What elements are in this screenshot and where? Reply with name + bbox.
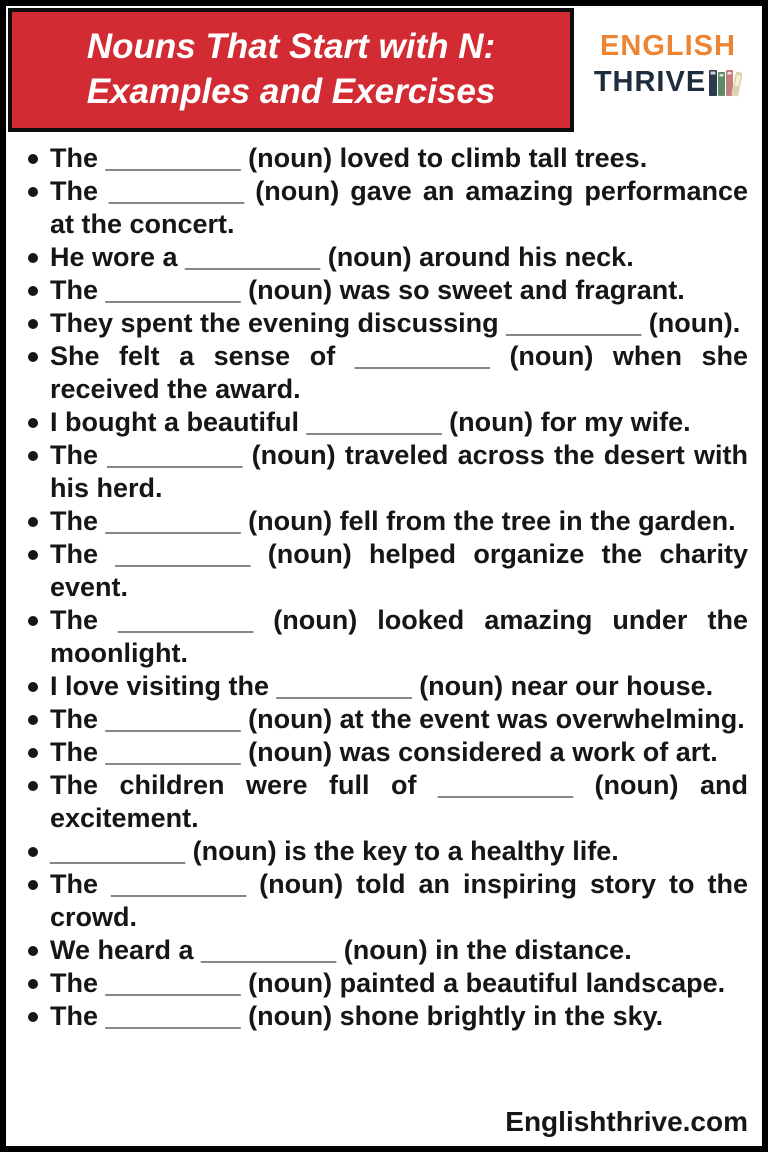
page-title-line1: Nouns That Start with N: [86, 27, 496, 66]
sentence-item [28, 538, 748, 604]
bullet-icon [28, 880, 38, 890]
sentence-item [28, 1000, 748, 1033]
sentence-text: I bought a beautiful _________ (noun) for my wife. [50, 407, 691, 437]
bullet-icon [28, 517, 38, 527]
sentence-text: The _________ (noun) looked amazing under the moonlight. [50, 605, 748, 668]
bullet-icon [28, 451, 38, 461]
sentence-text: _________ (noun) is the key to a healthy life. [50, 836, 619, 866]
sentence-text: The _________ (noun) loved to climb tall trees. [50, 143, 648, 173]
footer [505, 1106, 748, 1138]
brand-logo [574, 6, 762, 99]
sentence-text: The _________ (noun) at the event was overwhelming. [50, 704, 745, 734]
bullet-icon [28, 847, 38, 857]
bullet-icon [28, 781, 38, 791]
sentence-item [28, 505, 748, 538]
sentence-text: The _________ (noun) was considered a work of art. [50, 737, 718, 767]
sentence-text: The _________ (noun) helped organize the charity event. [50, 539, 748, 602]
sentence-item [28, 835, 748, 868]
title-box [8, 8, 574, 132]
bullet-icon [28, 946, 38, 956]
sentence-text: The _________ (noun) gave an amazing performance at the concert. [50, 176, 748, 239]
bullet-icon [28, 979, 38, 989]
bullet-icon [28, 319, 38, 329]
sentence-item [28, 406, 748, 439]
sentence-text: She felt a sense of _________ (noun) when she received the award. [50, 341, 748, 404]
sentence-item [28, 307, 748, 340]
sentence-text: The children were full of _________ (noun) and excitement. [50, 770, 748, 833]
sentence-item [28, 274, 748, 307]
sentence-text: The _________ (noun) shone brightly in the sky. [50, 1001, 664, 1031]
sentence-text: They spent the evening discussing _________ (noun). [50, 308, 741, 338]
bullet-icon [28, 682, 38, 692]
sentence-text: We heard a _________ (noun) in the distance. [50, 935, 632, 965]
sentence-text: The _________ (noun) traveled across the desert with his herd. [50, 440, 748, 503]
bullet-icon [28, 352, 38, 362]
sentence-item [28, 703, 748, 736]
sentence-item [28, 769, 748, 835]
bullet-icon [28, 253, 38, 263]
bullet-icon [28, 1012, 38, 1022]
sentence-item [28, 670, 748, 703]
bullet-icon [28, 418, 38, 428]
sentence-item [28, 241, 748, 274]
bullet-icon [28, 715, 38, 725]
logo-word-english: ENGLISH [600, 30, 736, 62]
sentence-item [28, 967, 748, 1000]
logo-word-thrive: THRIVE [593, 66, 707, 98]
sentence-list [6, 142, 762, 1033]
bullet-icon [28, 616, 38, 626]
bullet-icon [28, 748, 38, 758]
books-icon [708, 66, 742, 98]
bullet-icon [28, 154, 38, 164]
sentence-text: The _________ (noun) was so sweet and fragrant. [50, 275, 685, 305]
sentence-item [28, 340, 748, 406]
sentence-item [28, 142, 748, 175]
bullet-icon [28, 187, 38, 197]
logo-thrive-row [594, 66, 742, 99]
sentence-item [28, 868, 748, 934]
bullet-icon [28, 550, 38, 560]
sentence-text: He wore a _________ (noun) around his neck. [50, 242, 634, 272]
sentence-item [28, 736, 748, 769]
sentence-text: The _________ (noun) fell from the tree in the garden. [50, 506, 736, 536]
sentence-item [28, 175, 748, 241]
sentence-text: The _________ (noun) painted a beautiful landscape. [50, 968, 726, 998]
page-title-line2: Examples and Exercises [86, 72, 496, 111]
sentence-text: I love visiting the _________ (noun) near our house. [50, 671, 714, 701]
sentence-item [28, 934, 748, 967]
sentence-item [28, 604, 748, 670]
sentence-item [28, 439, 748, 505]
website-text: Englishthrive.com [505, 1106, 748, 1137]
sentence-text: The _________ (noun) told an inspiring story to the crowd. [50, 869, 748, 932]
bullet-icon [28, 286, 38, 296]
header [6, 6, 762, 132]
